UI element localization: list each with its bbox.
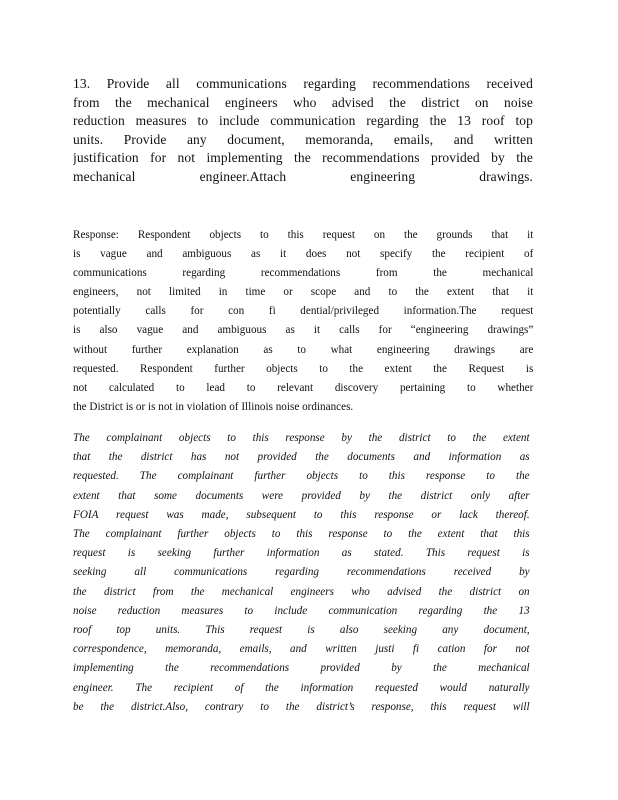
text-line: seeking all communications regarding recommendations received by (73, 564, 530, 579)
text-line: roof top units. This request is also seeking any document, (73, 622, 530, 637)
text-line: is also vague and ambiguous as it calls for “engineering drawings” (73, 322, 534, 337)
request-13-paragraph (73, 75, 533, 187)
text-line: communications regarding recommendations from the mechanical (73, 265, 534, 280)
text-line: requested. Respondent further objects to the extent the Request is (73, 360, 534, 375)
text-line: from the mechanical engineers who advised the district on noise (73, 94, 533, 110)
text-line: FOIA request was made, subsequent to this response or lack thereof. (73, 506, 530, 521)
complainant-objection-paragraph (73, 428, 530, 716)
response-paragraph (73, 225, 533, 416)
text-line: reduction measures to include communication regarding the 13 roof top (73, 113, 533, 129)
text-line: units. Provide any document, memoranda, emails, and written (73, 131, 533, 147)
text-line: without further explanation as to what engineering drawings are (73, 341, 534, 356)
text-line: is vague and ambiguous as it does not specify the recipient of (73, 246, 534, 261)
text-line: correspondence, memoranda, emails, and written justi fi cation for not (73, 641, 530, 656)
text-line: mechanical engineer.Attach engineering drawings. (73, 168, 533, 184)
text-line: requested. The complainant further objects to this response to the (73, 468, 530, 483)
text-line: not calculated to lead to relevant discovery pertaining to whether (73, 379, 534, 394)
text-line: extent that some documents were provided by the district only after (73, 487, 530, 502)
text-line: engineer. The recipient of the information requested would naturally (73, 679, 530, 694)
text-line: noise reduction measures to include communication regarding the 13 (73, 602, 530, 617)
text-line: engineers, not limited in time or scope and to the extent that it (73, 284, 534, 299)
text-line: implementing the recommendations provided by the mechanical (73, 660, 530, 675)
text-line: be the district.Also, contrary to the district’s response, this request will (73, 698, 530, 713)
text-line: the District is or is not in violation of Illinois noise ordinances. (73, 398, 354, 413)
text-line: 13. Provide all communications regarding recommendations received (73, 76, 533, 91)
text-line: The complainant objects to this response by the district to the extent (73, 430, 530, 444)
text-line: justification for not implementing the recommendations provided by the (73, 150, 533, 166)
text-line: request is seeking further information as stated. This request is (73, 545, 530, 560)
text-line: the district from the mechanical engineers who advised the district on (73, 583, 530, 598)
text-line: Response: Respondent objects to this request on the grounds that it (73, 227, 534, 241)
text-line: The complainant further objects to this response to the extent that this (73, 526, 530, 541)
text-line: that the district has not provided the documents and information as (73, 449, 530, 464)
text-line: potentially calls for con fi dential/privileged information.The request (73, 303, 534, 318)
